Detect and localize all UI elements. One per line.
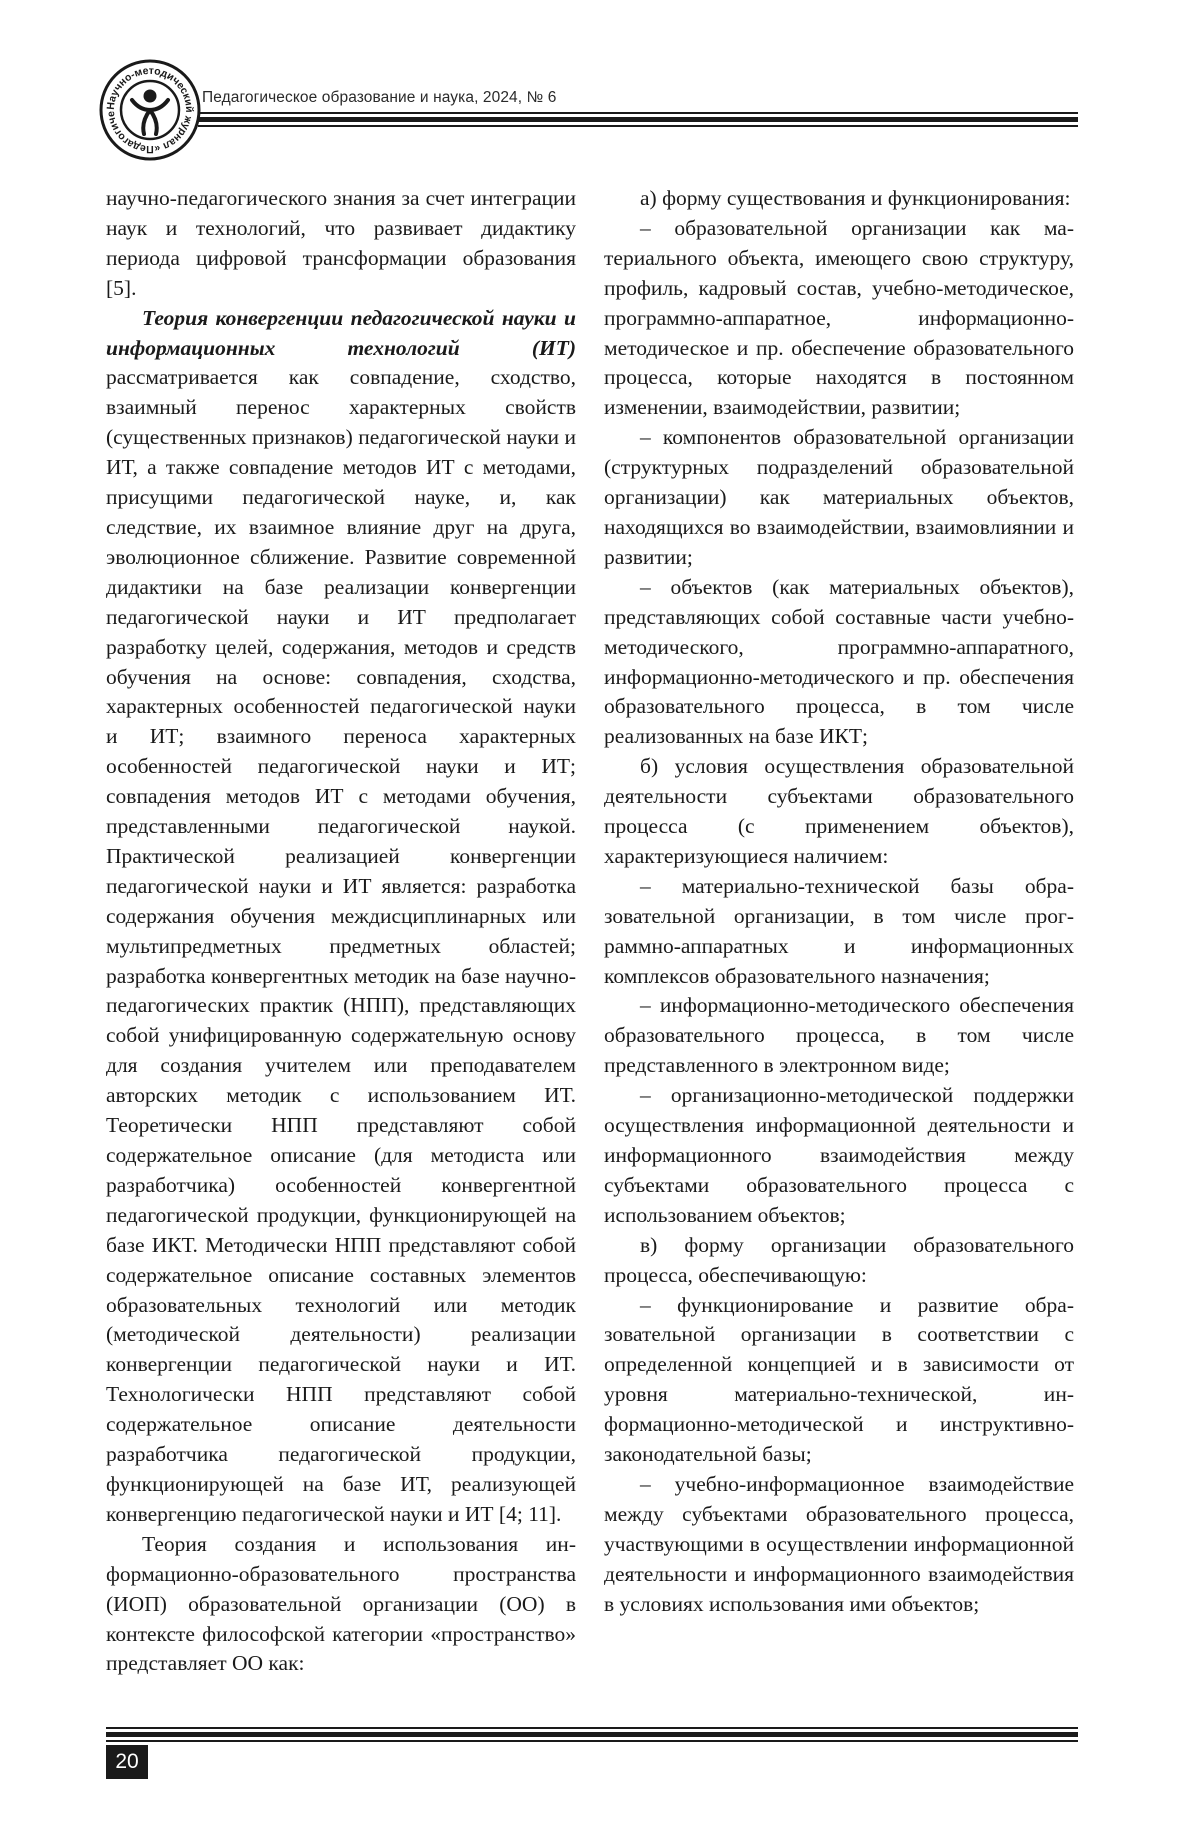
header-rule-bottom (198, 125, 1078, 127)
list-item: – учебно-информационное взаимодействие между субъектами образовательного процесса, участвующими в осуществлении информационной деятельности и информационного взаимодействия в условиях использования ими объектов; (604, 1471, 1074, 1616)
list-item: – компонентов образовательной организации (структурных подразделений образовательной организации) как материальных объектов, находящихся во взаимодействии, взаимовлиянии и развитии; (604, 425, 1074, 569)
journal-title: Педагогическое образование и наука, 2024, № 6 (202, 89, 557, 106)
header-rule-thick (198, 117, 1078, 122)
paragraph: Теория создания и использования информационно-образовательного пространства (ИОП) образовательной организации (ОО) в контексте философской категории «пространство» представляет ОО как: (106, 1531, 576, 1676)
list-item: – организационно-методической поддержки осуществления информационной деятельности и информационного взаимодействия между субъектами образовательного процесса с использованием объектов; (604, 1083, 1074, 1227)
logo-ring-text: Научно-методический журнал «Педагогиче (104, 64, 196, 156)
footer-rule-top (106, 1727, 1078, 1729)
list-item: – материально-технической базы образовательной организации, в том числе программно-аппаратных и информационных комплексов образовательного назначения; (604, 873, 1074, 988)
paragraph: научно-педагогического знания за счет интеграции наук и технологий, что развивает дидактику периода цифровой трансформации образования [5]. (106, 186, 576, 300)
list-item: – объектов (как материальных объектов), представляющих собой составные части учебно-методического, программно-аппаратного, информационно-методического и пр. обеспечения образовательного процесса, в том числе реализованных на базе ИКТ; (604, 574, 1074, 749)
list-item: – образовательной организации как материального объекта, имеющего свою структуру, профиль, кадровый состав, учебно-методическое, программно-аппаратное, информационно-методическое и пр. обеспечение образовательного процесса, которые находятся в постоянном изменении, взаимодействии, развитии; (604, 215, 1074, 420)
paragraph-text: рассматривается как совпадение, сходство, взаимный перенос характерных свойств (существенных признаков) педагогической науки и ИТ, а также совпадение методов ИТ с методами, присущими педагогической науке, и, как следствие, их взаимное влияние друг на друга, эволюционное сближение. Развитие современной дидактики на базе реализации конвергенции педагогической науки и ИТ предполагает разработку целей, содержания, методов и средств обучения на основе: совпадения, сходства, характерных особенностей педагогической науки и ИТ; взаимного переноса характерных особенностей педагогической науки и ИТ; совпадения методов ИТ с методами обучения, представленными педагогической наукой. Практической реализацией конвергенции педагогической науки и ИТ является: разработка содержания обучения междисциплинарных или мультипредметных предметных областей; разработка конвергентных методик на базе научно-педагогических практик (НПП), представляющих собой унифицированную содержательную основу для создания учителем или преподавателем авторских методик с использованием ИТ. Теоретически НПП представляют собой содержательное описание (для методиста или разработчика) особенностей конвергентной педагогической продукции, функционирующей на базе ИКТ. Методически НПП представляют собой содержательное описание составных элементов образовательных технологий или методик (методической деятельности) реализации конвергенции педагогической науки и ИТ. Технологически НПП представляют собой содержательное описание деятельности разработчика педагогической продукции, функционирующей на базе ИТ, реализующей конвергенцию педагогической науки и ИТ [4; 11]. (106, 365, 576, 1526)
list-intro-b: б) условия осуществления образовательной деятельности субъектами образовательного процесса (с применением объектов), характеризующиеся наличием: (604, 754, 1074, 868)
list-item: – информационно-методического обеспечения образовательного процесса, в том числе представленного в электронном виде; (604, 993, 1074, 1078)
emphasized-term: Теория конвергенции педагогической науки и информационных технологий (ИТ) (106, 305, 576, 360)
journal-emblem-icon (98, 58, 202, 162)
footer-rule-bottom (106, 1740, 1078, 1742)
left-column (106, 184, 576, 1679)
page-number: 20 (106, 1745, 148, 1779)
footer-rule-thick (106, 1732, 1078, 1737)
paragraph (106, 304, 576, 1530)
right-column (604, 184, 1074, 1620)
list-item: – функционирование и развитие образовательной организации в соответствии с определенной концепцией и в зависимости от уровня материально-технической, информационно-методической и инструктивно-законодательной базы; (604, 1292, 1074, 1467)
list-intro-a: а) форму существования и функционирования: (640, 186, 1071, 210)
list-intro-c: в) форму организации образовательного процесса, обеспечивающую: (604, 1232, 1074, 1287)
header-rule-top (198, 112, 1078, 114)
journal-logo (98, 58, 202, 162)
